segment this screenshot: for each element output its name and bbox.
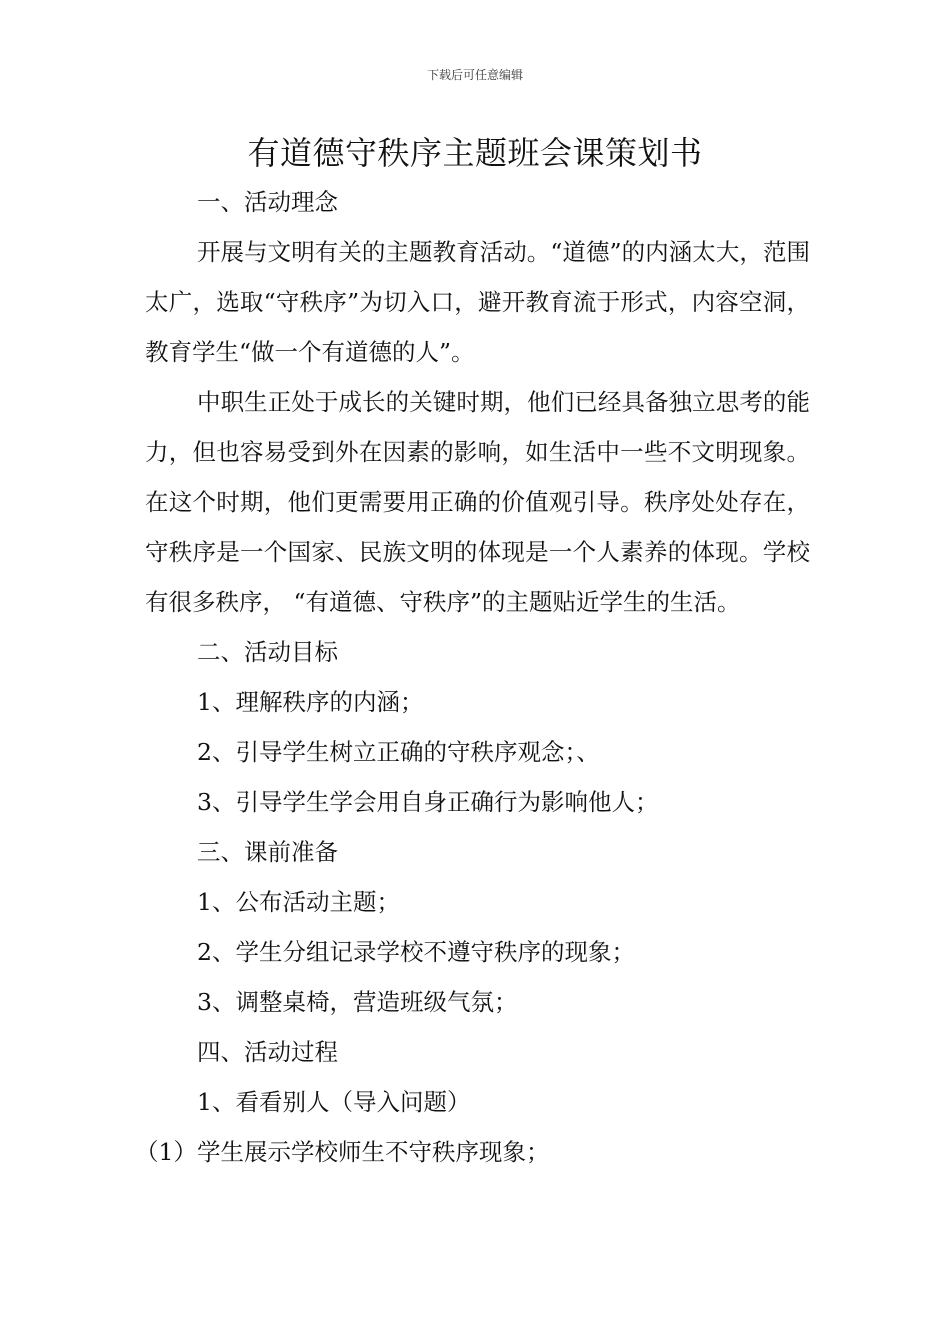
list-item-prep-1: 1、公布活动主题； — [197, 888, 400, 916]
header-note: 下载后可任意编辑 — [426, 68, 523, 82]
section-heading-concept: 一、活动理念 — [197, 188, 338, 216]
list-subitem-process-1-1: （1）学生展示学校师生不守秩序现象； — [135, 1138, 550, 1166]
paragraph-concept-1: 开展与文明有关的主题教育活动。“道德”的内涵太大，范围太广，选取“守秩序”为切入口，避开教育流于形式，内容空洞，教育学生“做一个有道德的人”。 — [145, 238, 810, 366]
document-body — [135, 177, 810, 1177]
list-item-process-1: 1、看看别人（导入问题） — [197, 1088, 471, 1116]
section-heading-preparation: 三、课前准备 — [197, 838, 338, 866]
paragraph-concept-2: 中职生正处于成长的关键时期，他们已经具备独立思考的能力，但也容易受到外在因素的影响，如生活中一些不文明现象。在这个时期，他们更需要用正确的价值观引导。秩序处处存在，守秩序是一个国家、民族文明的体现是一个人素养的体现。学校有很多秩序， “有道德、守秩序”的主题贴近学生的生活。 — [145, 388, 810, 616]
section-heading-goals: 二、活动目标 — [197, 638, 338, 666]
list-item-goal-3: 3、引导学生学会用自身正确行为影响他人； — [197, 788, 659, 816]
document-title: 有道德守秩序主题班会课策划书 — [247, 134, 703, 172]
list-item-goal-1: 1、理解秩序的内涵； — [197, 688, 424, 716]
list-item-goal-2: 2、引导学生树立正确的守秩序观念；、 — [197, 738, 600, 766]
list-item-prep-3: 3、调整桌椅，营造班级气氛； — [197, 988, 518, 1016]
list-item-prep-2: 2、学生分组记录学校不遵守秩序的现象； — [197, 938, 635, 966]
section-heading-process: 四、活动过程 — [197, 1038, 338, 1066]
